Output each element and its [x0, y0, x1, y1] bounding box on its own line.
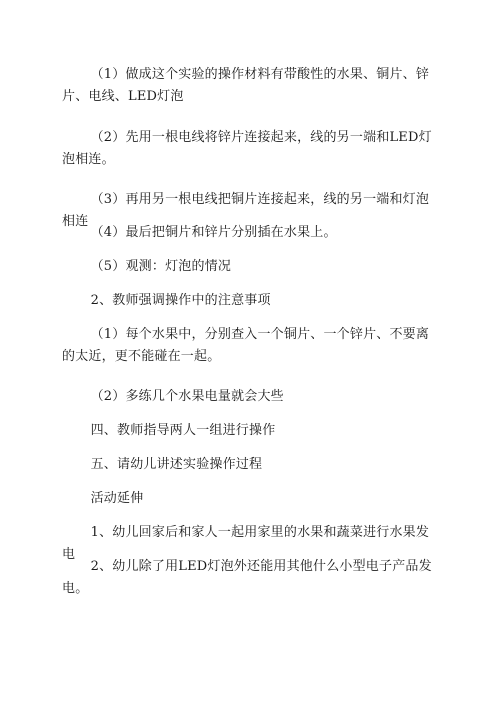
- paragraph-section-4: 四、教师指导两人一组进行操作: [90, 423, 276, 438]
- paragraph-extension-1: 1、幼儿回家后和家人一起用家里的水果和蔬菜进行水果发电: [62, 525, 430, 562]
- paragraph-extension-heading: 活动延伸: [90, 491, 144, 506]
- paragraph-step-5: （5）观测：灯泡的情况: [90, 259, 232, 274]
- paragraph-extension-2: 2、幼儿除了用LED灯泡外还能用其他什么小型电子产品发电。: [62, 559, 432, 596]
- paragraph-step-2: （2）先用一根电线将锌片连接起来，线的另一端和LED灯泡相连。: [62, 130, 432, 167]
- paragraph-materials: （1）做成这个实验的操作材料有带酸性的水果、铜片、锌片、电线、LED灯泡: [62, 67, 430, 104]
- paragraph-step-3: （3）再用另一根电线把铜片连接起来，线的另一端和灯泡相连: [62, 192, 430, 229]
- paragraph-step-4: （4）最后把铜片和锌片分别插在水果上。: [90, 225, 337, 240]
- paragraph-section-5: 五、请幼儿讲述实验操作过程: [90, 457, 263, 472]
- paragraph-notice-1: （1）每个水果中，分别查入一个铜片、一个锌片、不要离的太近，更不能碰在一起。: [62, 327, 430, 364]
- paragraph-notice-2: （2）多练几个水果电量就会大些: [90, 389, 284, 404]
- paragraph-section-2: 2、教师强调操作中的注意事项: [90, 293, 271, 308]
